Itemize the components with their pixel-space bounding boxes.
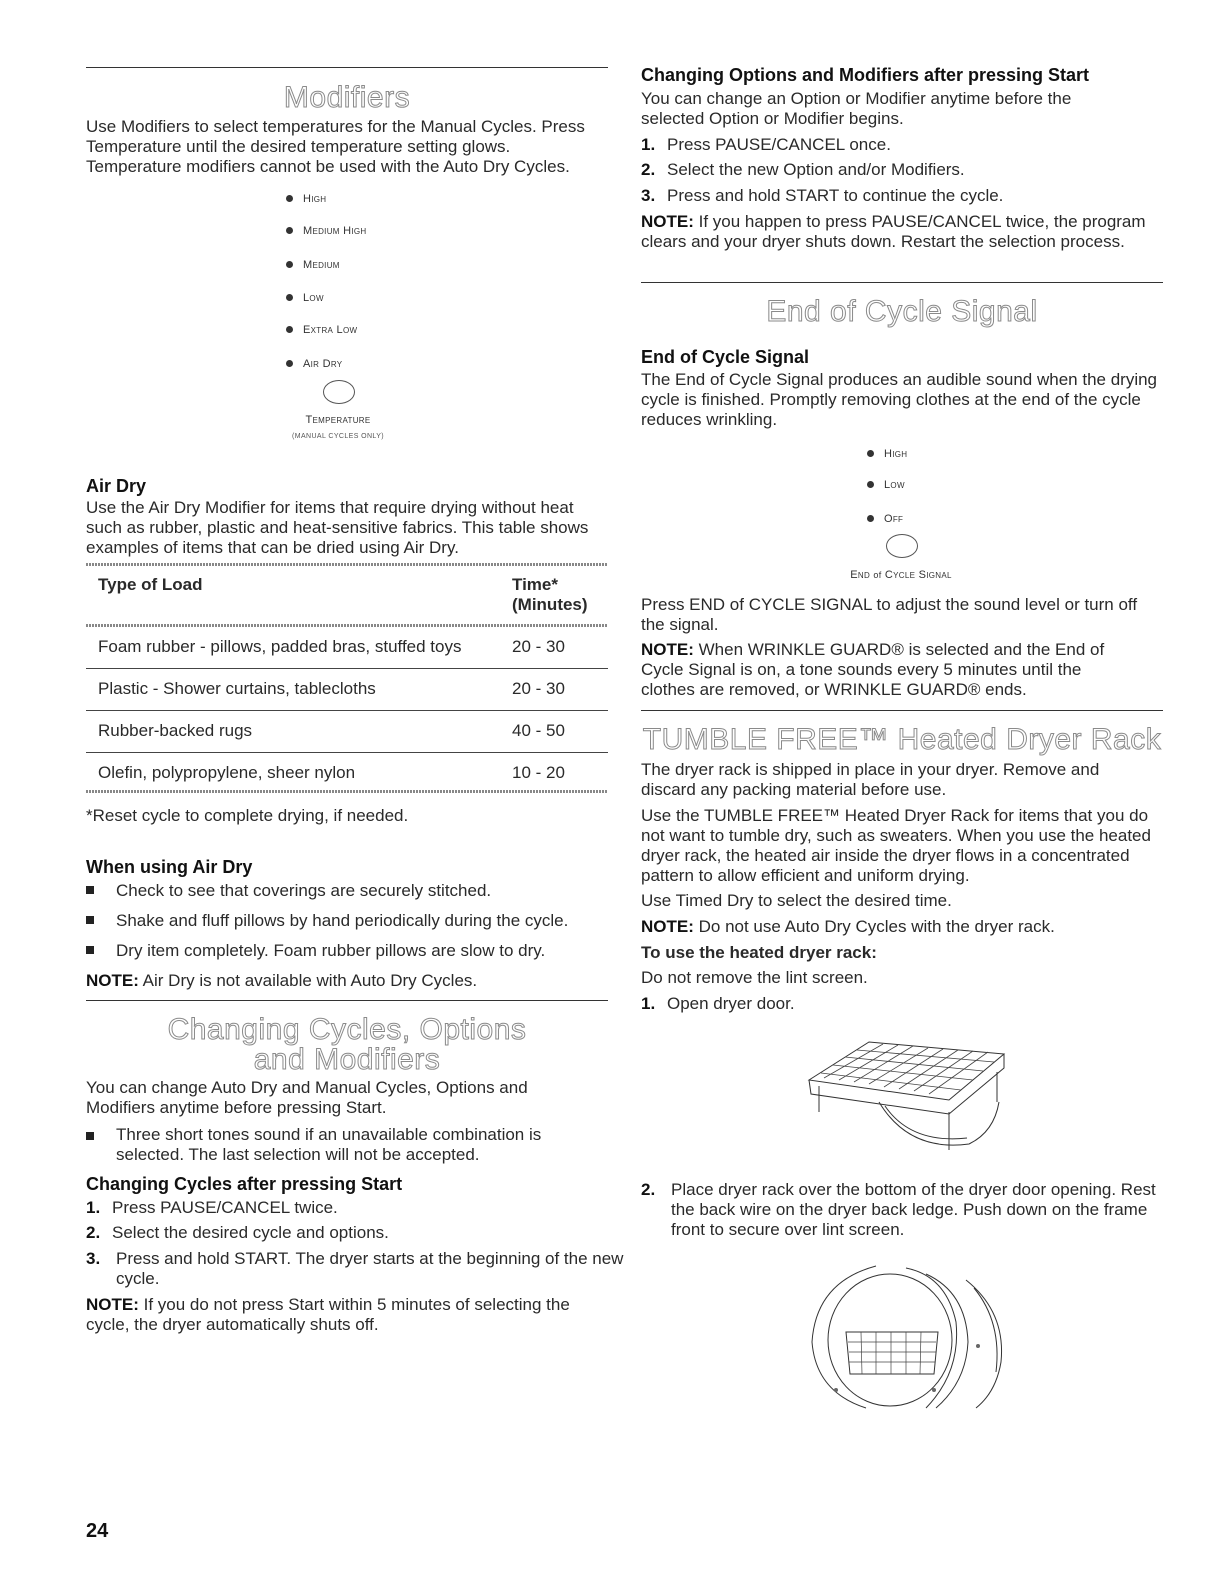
top-rule <box>86 67 608 68</box>
table-row-time: 20 - 30 <box>512 637 565 656</box>
temperature-knob-icon <box>323 380 355 404</box>
air-dry-text: Use the Air Dry Modifier for items that require drying without heat such as rubber, plastic and heat-sensitive fabrics. This table shows examples of items that can be dried using Air Dry. <box>86 498 589 557</box>
table-row-time: 10 - 20 <box>512 763 565 782</box>
temperature-label: Temperature <box>305 414 371 426</box>
indicator-dot-icon <box>286 294 293 301</box>
bullet-icon <box>86 1132 94 1140</box>
page-number: 24 <box>86 1520 109 1542</box>
list-item: Check to see that coverings are securely stitched. <box>86 881 491 901</box>
indicator-dot-icon <box>286 326 293 333</box>
option-extra-low: Extra Low <box>286 320 357 340</box>
table-header-time: Time* <box>512 575 558 594</box>
option-high: High <box>286 189 326 209</box>
option-medium: Medium <box>286 255 340 275</box>
bullet-icon <box>86 886 94 894</box>
when-using-air-dry-heading: When using Air Dry <box>86 857 253 877</box>
table-row-time: 20 - 30 <box>512 679 565 698</box>
rack-p2: Use the TUMBLE FREE™ Heated Dryer Rack for items that you do not want to tumble dry, such as sweaters. When you use the heated dryer rack, the heated air inside the dryer flows in a concentrated pattern to allow efficient and uniform drying. <box>641 806 1151 885</box>
rack-note: NOTE: Do not use Auto Dry Cycles with the dryer rack. <box>641 917 1055 936</box>
end-signal-press: Press END of CYCLE SIGNAL to adjust the sound level or turn off the signal. <box>641 595 1138 634</box>
table-bottom-rule <box>86 790 608 793</box>
rack-do-not-remove: Do not remove the lint screen. <box>641 968 868 987</box>
table-row-divider <box>86 752 608 753</box>
table-header-type: Type of Load <box>98 575 203 594</box>
section-rule <box>641 710 1163 711</box>
table-row-divider <box>86 668 608 669</box>
end-signal-title: End of Cycle Signal <box>766 295 1038 328</box>
end-signal-label: End of Cycle Signal <box>850 569 952 581</box>
step-item: 2. Select the new Option and/or Modifiers. <box>641 160 965 179</box>
rack-p1: The dryer rack is shipped in place in your dryer. Remove and discard any packing material before use. <box>641 760 1100 799</box>
table-top-rule <box>86 563 608 566</box>
bullet-icon <box>86 916 94 924</box>
indicator-dot-icon <box>286 227 293 234</box>
temperature-sublabel: (MANUAL CYCLES ONLY) <box>291 433 385 440</box>
air-dry-heading: Air Dry <box>86 476 147 496</box>
section-rule <box>86 1000 608 1001</box>
table-row-type: Plastic - Shower curtains, tablecloths <box>98 679 376 698</box>
table-row-divider <box>86 710 608 711</box>
indicator-dot-icon <box>286 360 293 367</box>
list-item: Shake and fluff pillows by hand periodically during the cycle. <box>86 911 568 931</box>
end-signal-text: The End of Cycle Signal produces an audible sound when the drying cycle is finished. Promptly removing clothes at the end of the cycle reduces wrinkling. <box>641 370 1158 429</box>
changing-options-heading: Changing Options and Modifiers after pressing Start <box>641 65 1090 85</box>
option-high: High <box>867 444 907 464</box>
indicator-dot-icon <box>286 261 293 268</box>
option-medium-high: Medium High <box>286 221 366 241</box>
table-row-type: Olefin, polypropylene, sheer nylon <box>98 763 356 782</box>
changing-cycles-heading: Changing Cycles after pressing Start <box>86 1174 403 1194</box>
modifiers-title: Modifiers <box>283 81 411 114</box>
indicator-dot-icon <box>867 450 874 457</box>
step-item: 1. Open dryer door. <box>641 994 795 1013</box>
indicator-dot-icon <box>867 481 874 488</box>
dryer-rack-illustration <box>799 1032 1009 1162</box>
rack-p3: Use Timed Dry to select the desired time. <box>641 891 952 910</box>
step-item: 1. Press PAUSE/CANCEL once. <box>641 135 891 154</box>
table-row-type: Rubber-backed rugs <box>98 721 253 740</box>
bullet-icon <box>86 946 94 954</box>
changing-options-note: NOTE: If you happen to press PAUSE/CANCEL twice, the program clears and your dryer shuts down. Restart the selection process. <box>641 212 1146 251</box>
option-air-dry: Air Dry <box>286 354 342 374</box>
changing-title-line2: and Modifiers <box>253 1043 441 1076</box>
indicator-dot-icon <box>867 515 874 522</box>
table-header-minutes: (Minutes) <box>512 595 588 614</box>
option-off: Off <box>867 509 903 529</box>
rack-to-use-heading: To use the heated dryer rack: <box>641 943 877 962</box>
step-item: 2. Select the desired cycle and options. <box>86 1223 389 1242</box>
changing-intro: You can change Auto Dry and Manual Cycles, Options and Modifiers anytime before pressing Start. <box>86 1078 528 1117</box>
list-item: Dry item completely. Foam rubber pillows are slow to dry. <box>86 941 545 961</box>
step-item: 1. Press PAUSE/CANCEL twice. <box>86 1198 338 1217</box>
table-row-time: 40 - 50 <box>512 721 565 740</box>
modifiers-intro: Use Modifiers to select temperatures for the Manual Cycles. Press Temperature until the desired temperature setting glows. Temperature modifiers cannot be used with the Auto Dry Cycles. <box>86 117 585 176</box>
end-signal-knob-icon <box>886 534 918 558</box>
dryer-drum-illustration <box>806 1262 1006 1412</box>
changing-cycles-note: NOTE: If you do not press Start within 5 minutes of selecting the cycle, the dryer automatically shuts off. <box>86 1295 570 1334</box>
end-signal-heading: End of Cycle Signal <box>641 347 810 367</box>
table-header-rule <box>86 624 608 627</box>
table-row-type: Foam rubber - pillows, padded bras, stuffed toys <box>98 637 462 656</box>
list-item: Three short tones sound if an unavailable combination is selected. The last selection will not be accepted. <box>86 1125 586 1165</box>
step-item: 3. Press and hold START to continue the cycle. <box>641 186 1004 205</box>
indicator-dot-icon <box>286 195 293 202</box>
rack-title: TUMBLE FREE™ Heated Dryer Rack <box>642 723 1162 756</box>
option-low: Low <box>286 288 324 308</box>
step-item: 3. Press and hold START. The dryer starts at the beginning of the new cycle. <box>86 1249 624 1288</box>
section-rule <box>641 282 1163 283</box>
table-footnote: *Reset cycle to complete drying, if needed. <box>86 806 409 825</box>
changing-options-intro: You can change an Option or Modifier anytime before the selected Option or Modifier begins. <box>641 89 1072 128</box>
end-signal-note: NOTE: When WRINKLE GUARD® is selected and the End of Cycle Signal is on, a tone sounds every 5 minutes until the clothes are removed, or WRINKLE GUARD® ends. <box>641 640 1105 699</box>
changing-title-line1: Changing Cycles, Options <box>167 1013 527 1046</box>
option-low: Low <box>867 475 905 495</box>
step-item: 2. Place dryer rack over the bottom of the dryer door opening. Rest the back wire on the dryer back ledge. Push down on the frame front to secure over lint screen. <box>641 1180 1156 1239</box>
air-dry-note: NOTE: Air Dry is not available with Auto Dry Cycles. <box>86 971 478 990</box>
